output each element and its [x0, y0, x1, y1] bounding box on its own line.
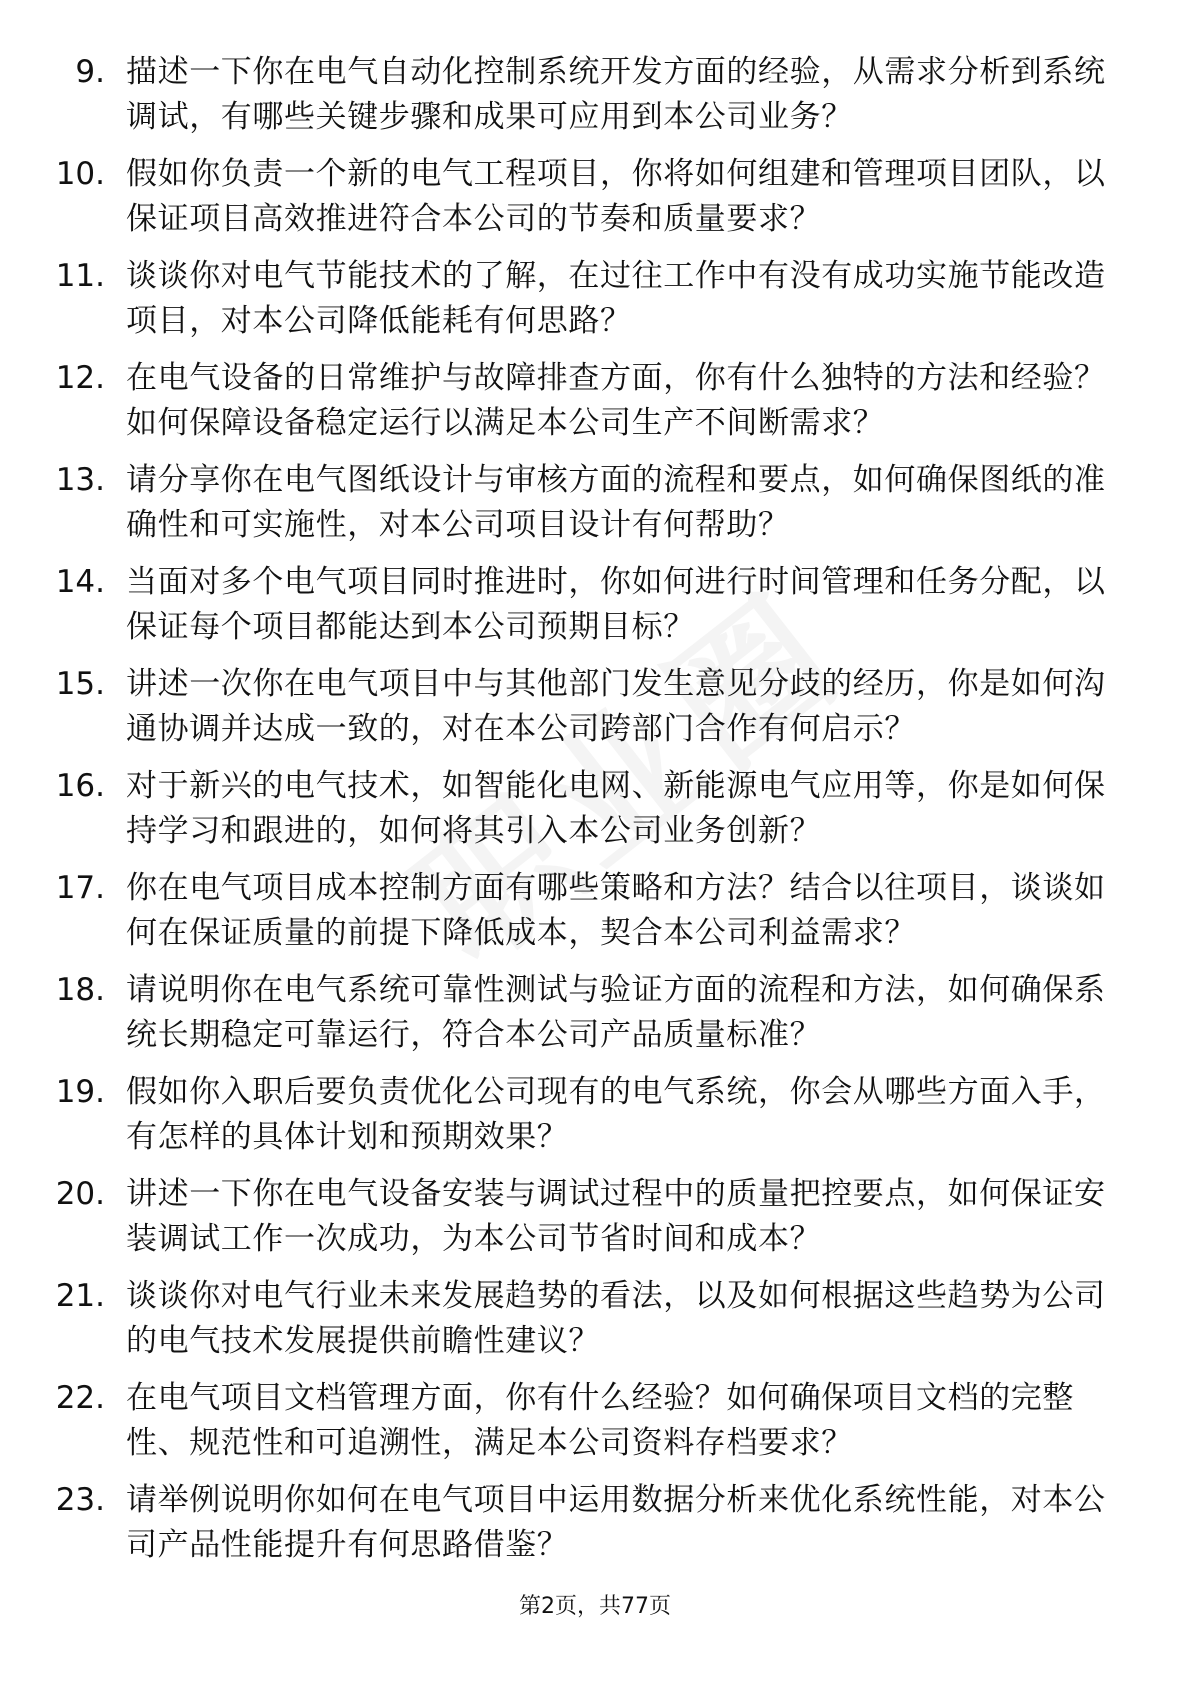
question-number: 11.	[55, 258, 105, 294]
question-number: 23.	[55, 1482, 105, 1518]
question-text: 当面对多个电气项目同时推进时，你如何进行时间管理和任务分配，以保证每个项目都能达到本公司预期目标？	[126, 564, 1106, 645]
question-text: 谈谈你对电气节能技术的了解，在过往工作中有没有成功实施节能改造项目，对本公司降低能耗有何思路？	[126, 258, 1106, 339]
question-item	[0, 254, 1190, 356]
question-text: 你在电气项目成本控制方面有哪些策略和方法？结合以往项目，谈谈如何在保证质量的前提下降低成本，契合本公司利益需求？	[126, 870, 1106, 951]
question-item	[0, 560, 1190, 662]
question-text: 谈谈你对电气行业未来发展趋势的看法，以及如何根据这些趋势为公司的电气技术发展提供前瞻性建议？	[126, 1278, 1106, 1359]
question-text: 讲述一次你在电气项目中与其他部门发生意见分歧的经历，你是如何沟通协调并达成一致的，对在本公司跨部门合作有何启示？	[126, 666, 1106, 747]
question-item	[0, 356, 1190, 458]
question-text: 对于新兴的电气技术，如智能化电网、新能源电气应用等，你是如何保持学习和跟进的，如何将其引入本公司业务创新？	[126, 768, 1106, 849]
question-item	[0, 1376, 1190, 1478]
question-text: 讲述一下你在电气设备安装与调试过程中的质量把控要点，如何保证安装调试工作一次成功，为本公司节省时间和成本？	[126, 1176, 1106, 1257]
question-number: 13.	[55, 462, 105, 498]
question-number: 19.	[55, 1074, 105, 1110]
question-item	[0, 1172, 1190, 1274]
question-item	[0, 866, 1190, 968]
question-text: 请说明你在电气系统可靠性测试与验证方面的流程和方法，如何确保系统长期稳定可靠运行，符合本公司产品质量标准？	[126, 972, 1106, 1053]
question-number: 16.	[55, 768, 105, 804]
question-text: 描述一下你在电气自动化控制系统开发方面的经验，从需求分析到系统调试，有哪些关键步骤和成果可应用到本公司业务？	[126, 54, 1106, 135]
question-item	[0, 1478, 1190, 1580]
question-item	[0, 458, 1190, 560]
question-number: 20.	[55, 1176, 105, 1212]
question-number: 14.	[55, 564, 105, 600]
question-text: 假如你负责一个新的电气工程项目，你将如何组建和管理项目团队，以保证项目高效推进符合本公司的节奏和质量要求？	[126, 156, 1106, 237]
question-number: 9.	[75, 54, 105, 90]
question-item	[0, 968, 1190, 1070]
question-text: 假如你入职后要负责优化公司现有的电气系统，你会从哪些方面入手，有怎样的具体计划和预期效果？	[126, 1074, 1106, 1155]
question-item	[0, 764, 1190, 866]
question-text: 请分享你在电气图纸设计与审核方面的流程和要点，如何确保图纸的准确性和可实施性，对本公司项目设计有何帮助？	[126, 462, 1106, 543]
question-list	[0, 50, 1190, 1580]
question-number: 15.	[55, 666, 105, 702]
question-item	[0, 50, 1190, 152]
question-item	[0, 1274, 1190, 1376]
question-number: 10.	[55, 156, 105, 192]
question-number: 17.	[55, 870, 105, 906]
question-number: 21.	[55, 1278, 105, 1314]
question-number: 22.	[55, 1380, 105, 1416]
question-number: 18.	[55, 972, 105, 1008]
question-text: 在电气设备的日常维护与故障排查方面，你有什么独特的方法和经验？如何保障设备稳定运行以满足本公司生产不间断需求？	[126, 360, 1106, 441]
question-item	[0, 152, 1190, 254]
question-item	[0, 662, 1190, 764]
question-item	[0, 1070, 1190, 1172]
page-number: 第2页，共77页	[519, 1594, 671, 1619]
question-text: 请举例说明你如何在电气项目中运用数据分析来优化系统性能，对本公司产品性能提升有何思路借鉴？	[126, 1482, 1106, 1563]
question-number: 12.	[55, 360, 105, 396]
question-text: 在电气项目文档管理方面，你有什么经验？如何确保项目文档的完整性、规范性和可追溯性，满足本公司资料存档要求？	[126, 1380, 1074, 1461]
